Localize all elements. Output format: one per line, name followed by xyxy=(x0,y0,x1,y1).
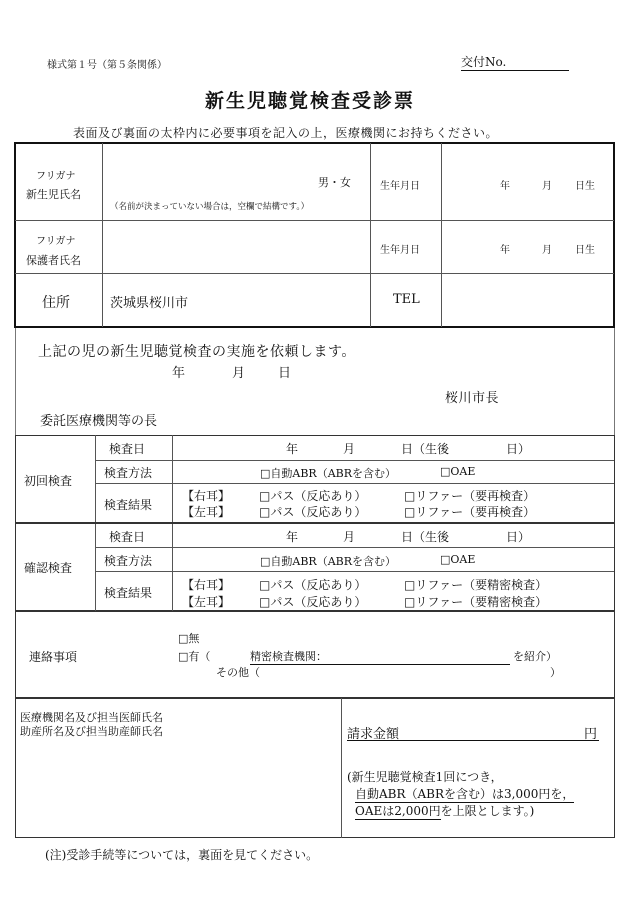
request-month: 月 xyxy=(232,366,246,381)
issue-number-field[interactable] xyxy=(461,53,569,71)
result-label: 検査結果 xyxy=(104,498,153,512)
issue-number-label: 交付No. xyxy=(461,55,507,69)
section-border xyxy=(614,328,615,435)
confirm-method-oae-checkbox[interactable]: □OAE xyxy=(440,553,476,566)
left-ear-label: 【左耳】 xyxy=(182,505,231,519)
confirm-exam-label: 確認検査 xyxy=(24,561,73,575)
guardian-name-label: 保護者氏名 xyxy=(26,254,81,267)
tel-field[interactable] xyxy=(444,276,612,324)
right-ear-label: 【右耳】 xyxy=(182,578,231,592)
introduce-label: を紹介） xyxy=(513,650,557,663)
age-suffix-label: 日） xyxy=(506,530,531,544)
request-year: 年 xyxy=(172,366,186,381)
instruction-text: 表面及び裏面の太枠内に必要事項を記入の上，医療機関にお持ちください。 xyxy=(73,126,499,140)
age-prefix-label: 日（生後 xyxy=(401,442,450,456)
amount-field[interactable] xyxy=(347,723,599,741)
row-divider xyxy=(15,220,614,221)
method-label: 検査方法 xyxy=(104,466,153,480)
exam-date-label: 検査日 xyxy=(109,442,146,456)
confirm-left-pass-checkbox[interactable]: □パス（反応あり） xyxy=(259,595,367,609)
method-label: 検査方法 xyxy=(104,554,153,568)
confirm-left-refer-checkbox[interactable]: □リファー（要精密検査） xyxy=(404,595,548,609)
contact-none-checkbox[interactable]: □無 xyxy=(178,632,200,645)
row-divider xyxy=(96,547,614,548)
confirm-exam-date-field[interactable] xyxy=(175,525,612,546)
limit-suffix: を上限とします。) xyxy=(440,804,535,818)
month-label: 月 xyxy=(542,181,552,192)
year-label: 年 xyxy=(500,181,510,192)
month-label: 月 xyxy=(343,442,356,456)
right-ear-label: 【右耳】 xyxy=(182,489,231,503)
billing-note-2: 自動ABR（ABRを含む）は3,000円を， xyxy=(355,787,575,801)
mayor-label: 桜川市長 xyxy=(445,391,500,406)
other-field[interactable] xyxy=(275,663,545,679)
day-born-label: 日生 xyxy=(575,181,595,192)
confirm-right-refer-checkbox[interactable]: □リファー（要精密検査） xyxy=(404,578,548,592)
other-label: その他（ xyxy=(216,666,260,679)
address-field[interactable]: 茨城県桜川市 xyxy=(110,296,189,311)
first-method-oae-checkbox[interactable]: □OAE xyxy=(440,465,476,478)
institution-field[interactable] xyxy=(18,740,338,834)
gender-selector[interactable]: 男・女 xyxy=(318,176,351,189)
first-right-pass-checkbox[interactable]: □パス（反応あり） xyxy=(259,489,367,503)
exam-date-label: 検査日 xyxy=(109,530,146,544)
col-divider xyxy=(341,698,342,838)
page-title: 新生児聴覚検査受診票 xyxy=(205,90,416,112)
year-label: 年 xyxy=(500,245,510,256)
contact-yes-checkbox[interactable]: □有（ xyxy=(178,650,211,663)
tel-label: TEL xyxy=(393,292,420,307)
guardian-name-field[interactable] xyxy=(105,223,367,271)
footer-note: (注)受診手続等については，裏面を見てください。 xyxy=(45,848,319,862)
guardian-dob-label: 生年月日 xyxy=(380,245,420,256)
first-method-abr-checkbox[interactable]: □自動ABR（ABRを含む） xyxy=(260,467,397,480)
recipient-label: 委託医療機関等の長 xyxy=(40,414,158,429)
left-ear-label: 【左耳】 xyxy=(182,595,231,609)
month-label: 月 xyxy=(542,245,552,256)
age-suffix-label: 日） xyxy=(506,442,531,456)
facility-label: 精密検査機関： xyxy=(250,650,327,663)
age-prefix-label: 日（生後 xyxy=(401,530,450,544)
request-day: 日 xyxy=(278,366,292,381)
guardian-furigana-label: フリガナ xyxy=(36,236,76,247)
row-divider xyxy=(96,460,614,461)
request-text: 上記の児の新生児聴覚検査の実施を依頼します。 xyxy=(38,344,356,360)
row-divider xyxy=(96,571,614,572)
month-label: 月 xyxy=(343,530,356,544)
confirm-method-abr-checkbox[interactable]: □自動ABR（ABRを含む） xyxy=(260,555,397,568)
newborn-dob-label: 生年月日 xyxy=(380,181,420,192)
section-border xyxy=(15,328,16,435)
midwife-label: 助産所名及び担当助産師氏名 xyxy=(20,725,163,738)
col-divider xyxy=(102,143,103,327)
day-born-label: 日生 xyxy=(575,245,595,256)
row-divider xyxy=(96,483,614,484)
col-divider xyxy=(370,143,371,327)
row-divider xyxy=(15,273,614,274)
oae-limit: OAEは2,000円 xyxy=(355,804,441,818)
year-label: 年 xyxy=(286,530,299,544)
first-left-refer-checkbox[interactable]: □リファー（要再検査） xyxy=(404,505,536,519)
billing-note-3 xyxy=(355,802,534,820)
first-right-refer-checkbox[interactable]: □リファー（要再検査） xyxy=(404,489,536,503)
newborn-furigana-label: フリガナ xyxy=(36,171,76,182)
name-note: （名前が決まっていない場合は，空欄で結構です。） xyxy=(110,202,310,212)
form-number: 様式第１号（第５条関係） xyxy=(47,60,167,71)
amount-label: 請求金額 xyxy=(347,727,400,742)
billing-note-1: (新生児聴覚検査1回につき， xyxy=(347,770,503,784)
first-left-pass-checkbox[interactable]: □パス（反応あり） xyxy=(259,505,367,519)
first-exam-date-field[interactable] xyxy=(175,437,612,459)
yen-label: 円 xyxy=(583,727,597,742)
confirm-right-pass-checkbox[interactable]: □パス（反応あり） xyxy=(259,578,367,592)
year-label: 年 xyxy=(286,442,299,456)
first-exam-label: 初回検査 xyxy=(24,474,73,488)
newborn-name-label: 新生児氏名 xyxy=(26,188,81,201)
col-divider xyxy=(441,143,442,327)
row-divider xyxy=(15,522,614,524)
institution-label: 医療機関名及び担当医師氏名 xyxy=(20,711,163,724)
contact-label: 連絡事項 xyxy=(29,650,78,664)
other-close-label: ） xyxy=(550,666,561,679)
address-label: 住所 xyxy=(42,295,70,311)
result-label: 検査結果 xyxy=(104,586,153,600)
